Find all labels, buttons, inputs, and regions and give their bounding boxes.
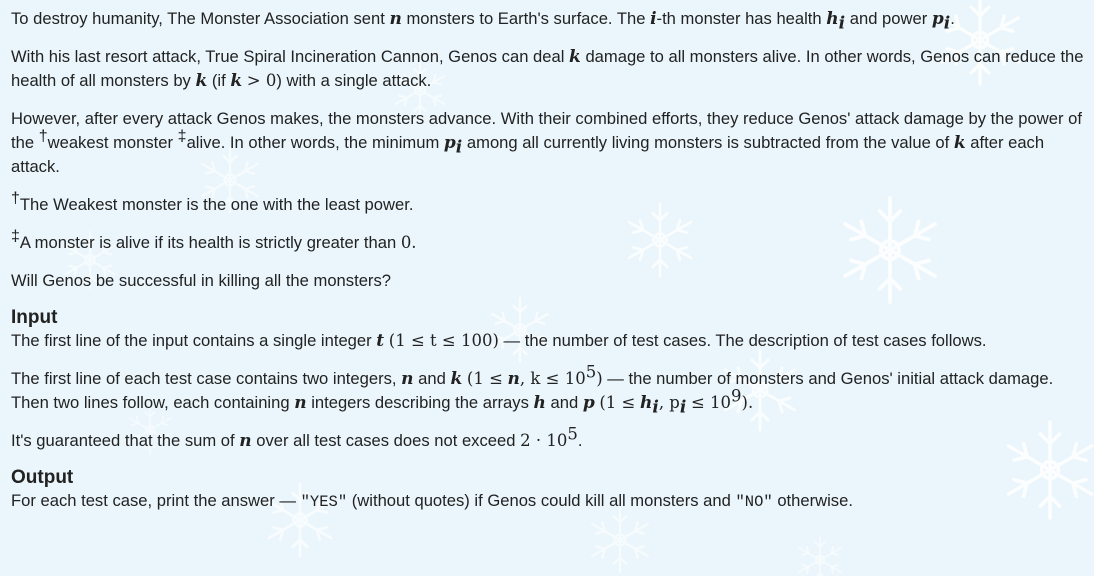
input-paragraph-1: The first line of the input contains a single integer t (1 ≤ t ≤ 100) — the number of test cases. The description of test cases follows. [11,331,987,351]
question-text: Will Genos be successful in killing all the monsters? [11,271,391,290]
statement-paragraph-1: To destroy humanity, The Monster Association sent n monsters to Earth's surface. The i-th monster has health $h_i$ and power $p_i$. [11,9,955,34]
input-heading: Input [11,307,58,328]
input-paragraph-2: The first line of each test case contains two integers, n and k (1 ≤ n, $k \le 10^5$) — the number of monsters and Genos' initial attack damage. Then two lines follow, each containing n integers describing the arrays h and p ($1 \le h_i$, $p_i \le 10^9$). [11,362,1054,418]
statement-paragraph-3: However, after every attack Genos makes, the monsters advance. With their combined efforts, they reduce Genos' attack damage by the power of the †weakest monster ‡alive. In other words, the minimum $p_i$ among all currently living monsters is subtracted from the value of k after each attack. [11,109,1082,176]
statement-paragraph-2: With his last resort attack, True Spiral Incineration Cannon, Genos can deal k damage to all monsters alive. In other words, Genos can reduce the health of all monsters by k (if k > 0) with a single attack. [11,47,1084,91]
snowflake-icon [592,508,647,572]
footnote-2: ‡A monster is alive if its health is strictly greater than 0. [11,228,417,252]
output-paragraph: For each test case, print the answer — "YES" (without quotes) if Genos could kill all monsters and "NO" otherwise. [11,491,853,511]
footnote-1: †The Weakest monster is the one with the least power. [11,190,414,214]
input-paragraph-3: It's guaranteed that the sum of n over all test cases does not exceed $2 \cdot 10^5$. [11,424,583,451]
snowflake-icon [799,536,841,576]
output-heading: Output [11,467,74,488]
